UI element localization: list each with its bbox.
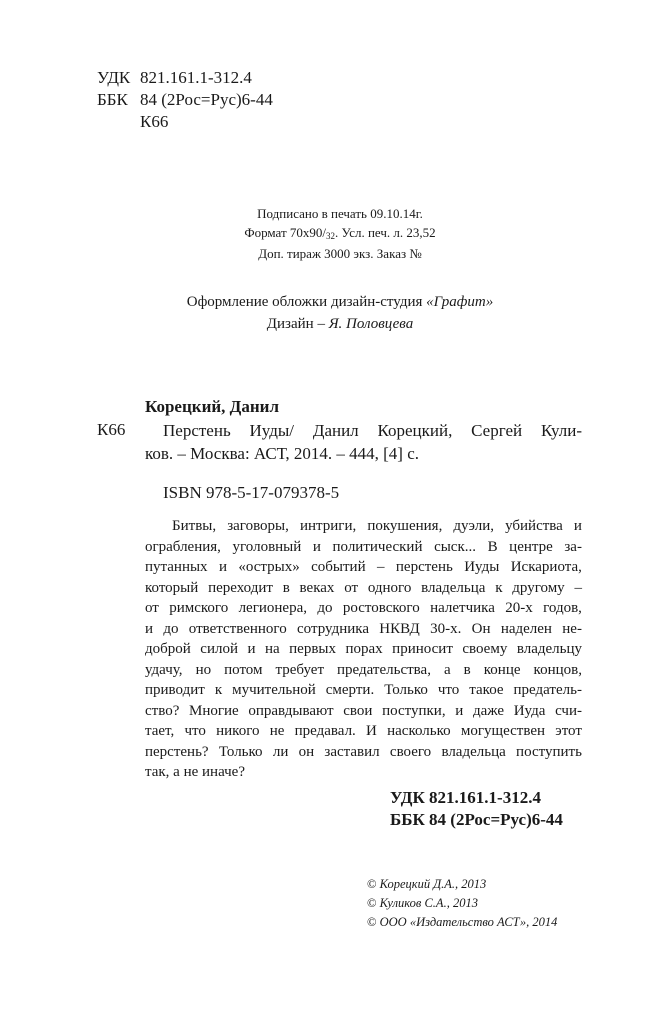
copyright-line: © Корецкий Д.А., 2013 <box>367 877 487 891</box>
bottom-classification-block <box>390 787 563 831</box>
annotation-line: ограбления, уголовный и политический сыск... В центре за- <box>145 538 582 555</box>
udk-row <box>97 67 273 89</box>
copyright-icon: © <box>367 877 377 891</box>
top-classification-block <box>97 67 273 133</box>
annotation-paragraph <box>145 516 582 783</box>
author-heading: Корецкий, Данил <box>145 397 279 416</box>
isbn: ISBN 978-5-17-079378-5 <box>163 483 340 502</box>
studio-name: «Графит» <box>426 294 494 310</box>
copyright-line: © ООО «Издательство АСТ», 2014 <box>367 915 558 929</box>
udk-label: УДК <box>97 68 131 87</box>
author-mark-row <box>97 111 273 133</box>
cover-design-credit: Оформление обложки дизайн-студия «Графит» <box>186 294 494 310</box>
biblio-line-2: ков. – Москва: АСТ, 2014. – 444, [4] с. <box>145 444 419 463</box>
designer-credit: Дизайн – Я. Половцева <box>266 316 414 332</box>
format-line: Формат $70х90/_{32}$. Усл. печ. л. 23,52 <box>244 224 436 241</box>
annotation-line: так, а не иначе? <box>145 764 245 780</box>
annotation-line: который переходит в веках от одного владельца к другому – <box>145 579 582 596</box>
author-mark: К66 <box>140 112 169 131</box>
copyright-icon: © <box>367 896 377 910</box>
bbk-value: 84 (2Рос=Рус)6-44 <box>140 90 273 109</box>
bbk-row <box>97 89 273 111</box>
annotation-line: доброй силой и на первых порах приносит своему владельцу <box>145 641 582 657</box>
bottom-udk: УДК 821.161.1-312.4 <box>390 788 541 807</box>
copyright-line: © Куликов С.А., 2013 <box>367 896 478 910</box>
annotation-line: путанных и «острых» событий – перстень Иуды Искариота, <box>145 559 582 575</box>
bottom-bbk: ББК 84 (2Рос=Рус)6-44 <box>390 810 563 829</box>
design-credits <box>0 291 650 335</box>
bbk-label: ББК <box>97 90 128 109</box>
udk-value: 821.161.1-312.4 <box>140 68 252 87</box>
circulation-line: Доп. тираж 3000 экз. Заказ № <box>258 246 422 261</box>
copyright-notices <box>367 875 557 932</box>
signed-to-print: Подписано в печать 09.10.14г. <box>257 206 423 221</box>
annotation-line: тает, что никого не предавал. И насколько могуществен этот <box>145 723 582 739</box>
annotation-line: Битвы, заговоры, интриги, покушения, дуэли, убийства и <box>172 518 582 534</box>
print-info-block <box>0 205 650 264</box>
bibliographic-description <box>145 419 582 465</box>
format-fraction: 32 <box>326 230 336 241</box>
annotation-line: от римского легионера, до ростовского налетчика 20-х годов, <box>145 600 582 616</box>
annotation-line: перстень? Только ли он заставил своего владельца поступить <box>145 743 582 760</box>
author-mark-left: К66 <box>97 420 126 439</box>
copyright-icon: © <box>367 915 377 929</box>
annotation-line: и до ответственного сотрудника НКВД 30-х. Он наделен не- <box>145 620 582 637</box>
annotation-line: удачу, но потом требует предательства, а в конце концов, <box>145 661 582 678</box>
biblio-line-1: Перстень Иуды/ Данил Корецкий, Сергей Кули- <box>163 421 582 440</box>
designer-name: Я. Половцева <box>328 316 414 332</box>
annotation-line: приводит к мучительной смерти. Только что такое предатель- <box>145 682 582 698</box>
annotation-line: ство? Многие оправдывают свои поступки, и даже Иуда счи- <box>145 702 582 719</box>
